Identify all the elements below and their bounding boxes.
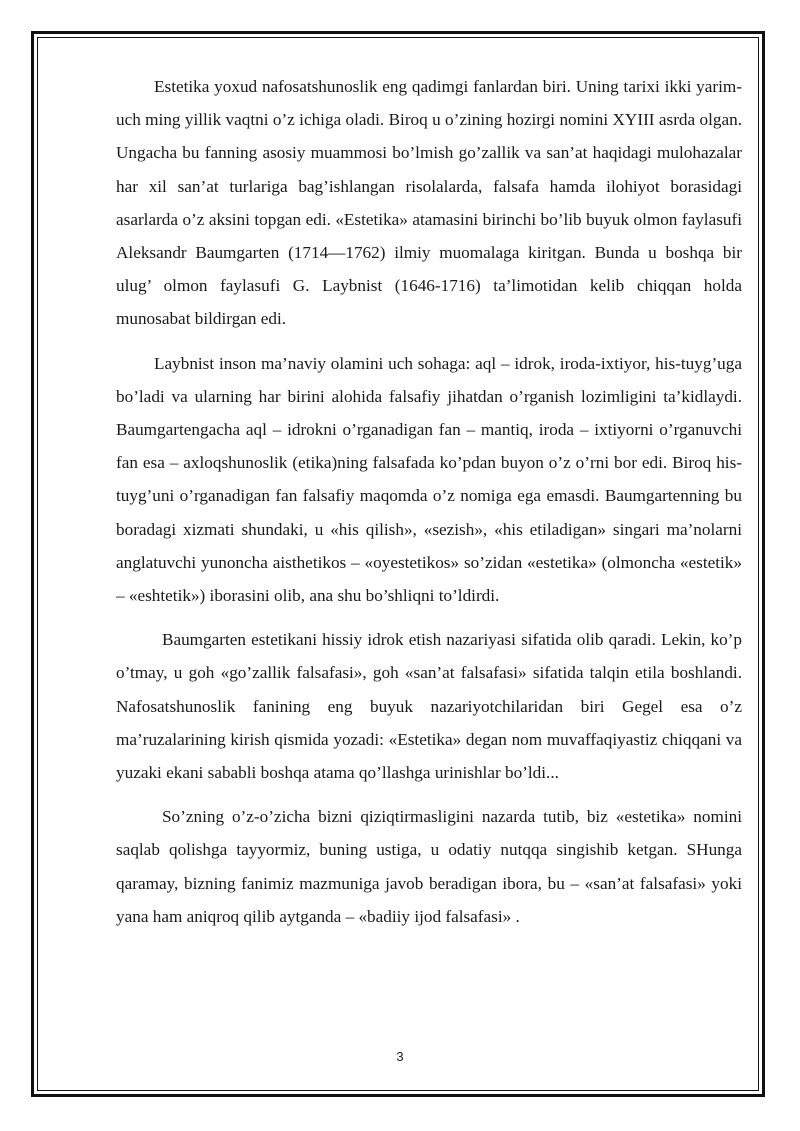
page-number: 3	[396, 1049, 404, 1064]
paragraph-estetika-history: Estetika yoxud nafosatshunoslik eng qadimgi fanlardan biri. Uning tarixi ikki yarim-uch ming yillik vaqtni o’z ichiga oladi. Biroq u o’zining hozirgi nomini XYIII asrda olgan. Ungacha bu fanning asosiy muammosi bo’lmish go’zallik va san’at haqidagi mulohazalar har xil san’at turlariga bag’ishlangan risolalarda, falsafa hamda ilohiyot borasidagi asarlarda o’z aksini topgan edi. «Estetika» atamasini birinchi bo’lib buyuk olmon faylasufi Aleksandr Baumgarten (1714—1762) ilmiy muomalaga kiritgan. Bunda u boshqa bir ulug’ olmon faylasufi G. Laybnist (1646-1716) ta’limotidan kelib chiqqan holda munosabat bildirgan edi.	[116, 77, 742, 329]
paragraph-san-at-falsafasi: So’zning o’z-o’zicha bizni qiziqtirmasligini nazarda tutib, biz «estetika» nomini saqlab qolishga tayyormiz, buning ustiga, u odatiy nutqqa singishib ketgan. SHunga qaramay, bizning fanimiz mazmuniga javob beradigan ibora, bu – «san’at falsafasi» yoki yana ham aniqroq qilib aytganda – «badiiy ijod falsafasi» .	[116, 807, 742, 926]
paragraph-laybnist: Laybnist inson ma’naviy olamini uch sohaga: aql – idrok, iroda-ixtiyor, his-tuyg’uga bo’ladi va ularning har birini alohida falsafiy jihatdan o’rganish lozimligini ta’kidlaydi. Baumgartengacha aql – idrokni o’rganadigan fan – mantiq, iroda – ixtiyorni o’rganuvchi fan esa – axloqshunoslik (etika)ning falsafada ko’pdan buyon o’z o’rni bor edi. Biroq his-tuyg’uni o’rganadigan fan falsafiy maqomda o’z nomiga ega emasdi. Baumgartenning bu boradagi xizmati shundaki, u «his qilish», «sezish», «his etiladigan» singari ma’nolarni anglatuvchi yunoncha aisthetikos – «oyestetikos» so’zidan «estetika» (olmoncha «estetik» – «eshtetik») iborasini olib, ana shu bo’shliqni to’ldirdi.	[116, 353, 742, 606]
paragraph-baumgarten-gegel: Baumgarten estetikani hissiy idrok etish nazariyasi sifatida olib qaradi. Lekin, ko’p o’tmay, u goh «go’zallik falsafasi», goh «san’at falsafasi» sifatida talqin etila boshlandi. Nafosatshunoslik fanining eng buyuk nazariyotchilaridan biri Gegel esa o’z ma’ruzalarining kirish qismida yozadi: «Estetika» degan nom muvaffaqiyastiz chiqqani va yuzaki ekani sababli boshqa atama qo’llashga urinishlar bo’ldi...	[116, 630, 742, 783]
document-body	[116, 70, 742, 933]
